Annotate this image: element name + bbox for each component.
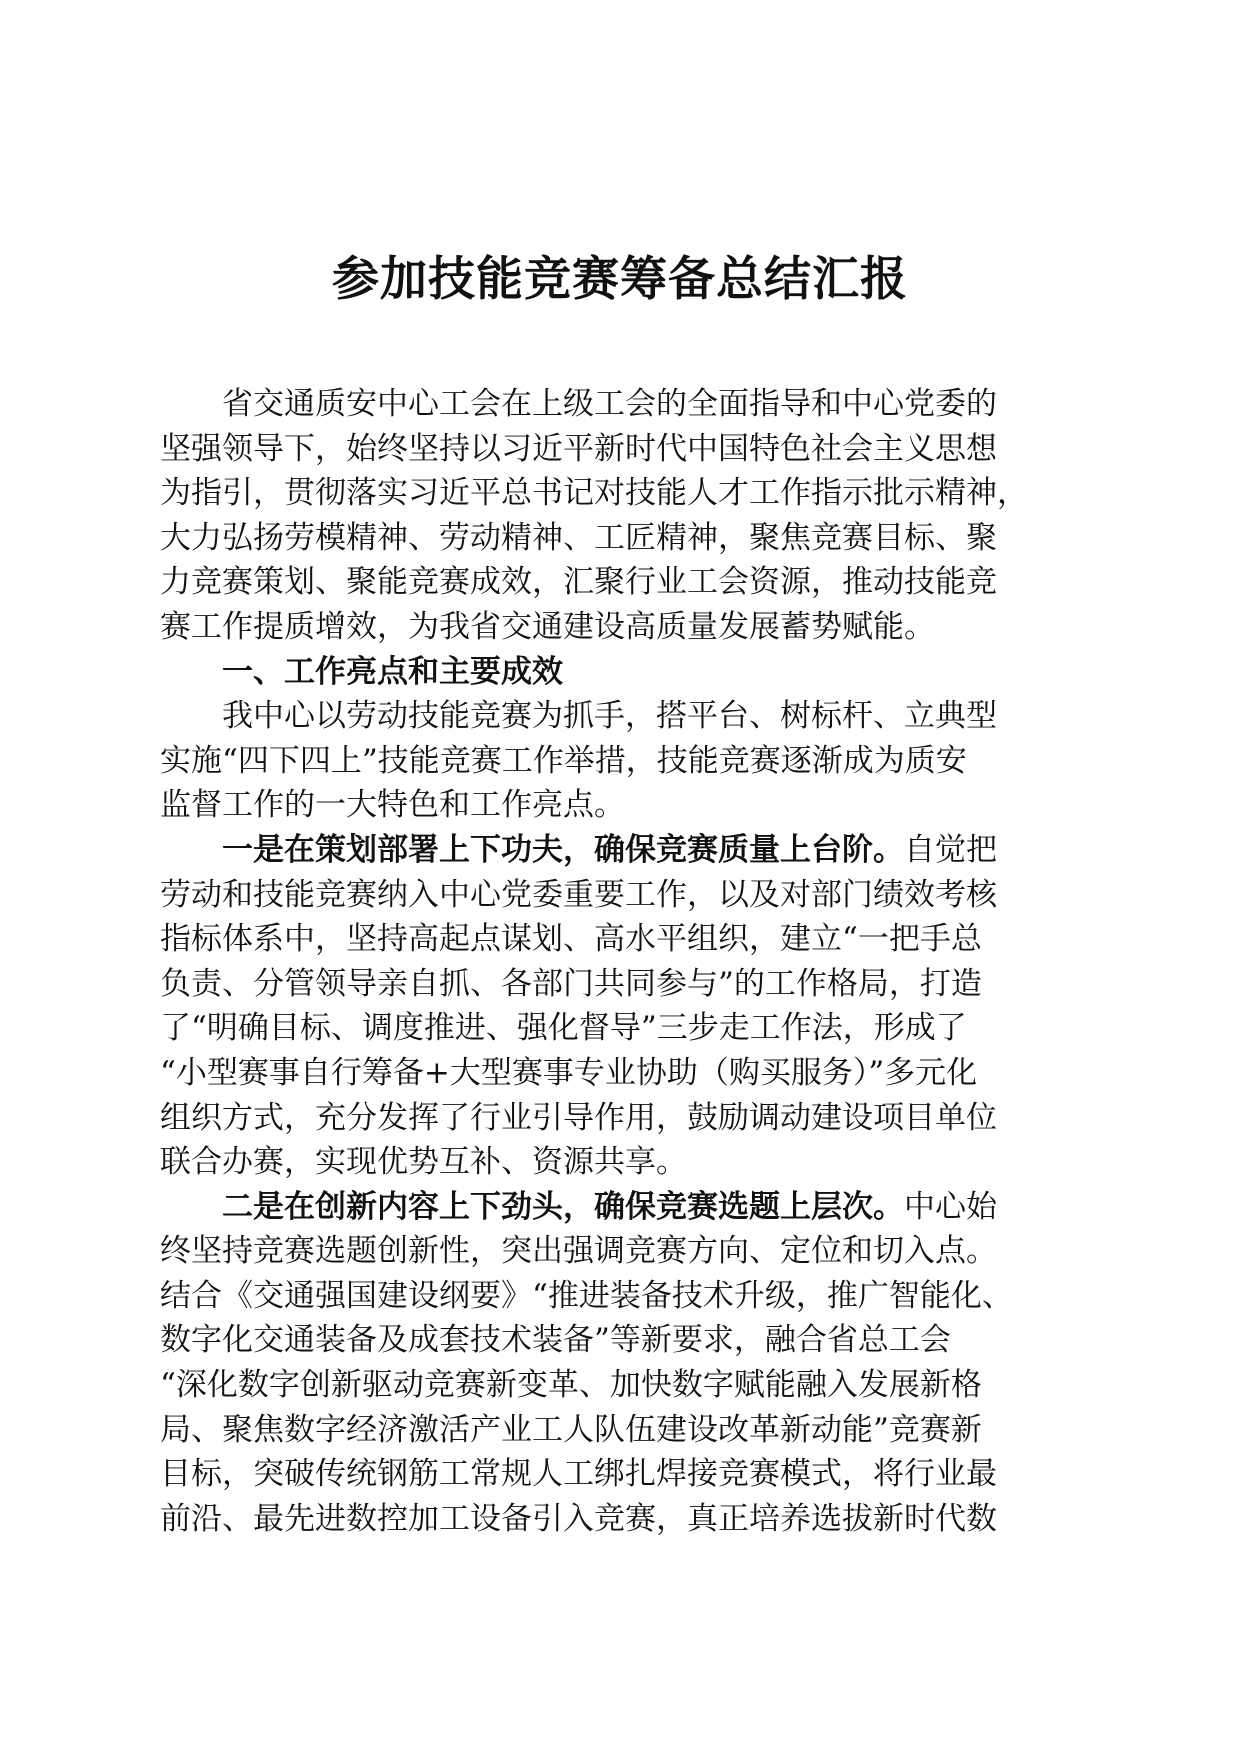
text-line: 二是在创新内容上下劲头，确保竞赛选题上层次。中心始	[222, 1188, 997, 1225]
text-line: 了“明确目标、调度推进、强化督导”三步走工作法，形成了	[160, 1010, 967, 1047]
text-line: 大力弘扬劳模精神、劳动精神、工匠精神，聚焦竞赛目标、聚	[160, 519, 997, 556]
document-title: 参加技能竞赛筹备总结汇报	[332, 252, 908, 307]
text-line: 我中心以劳动技能竞赛为抓手，搭平台、树标杆、立典型	[222, 698, 997, 735]
text-line: 力竞赛策划、聚能竞赛成效，汇聚行业工会资源，推动技能竞	[160, 564, 997, 601]
bold-lead: 一是在策划部署上下功夫，确保竞赛质量上台阶。	[222, 831, 904, 868]
text-line: 为指引，贯彻落实习近平总书记对技能人才工作指示批示精神，	[160, 475, 1028, 512]
text-line: 坚强领导下，始终坚持以习近平新时代中国特色社会主义思想	[160, 430, 997, 467]
text-line: 一是在策划部署上下功夫，确保竞赛质量上台阶。自觉把	[222, 831, 997, 868]
text-line: 前沿、最先进数控加工设备引入竞赛，真正培养选拔新时代数	[160, 1500, 997, 1537]
text-line: 省交通质安中心工会在上级工会的全面指导和中心党委的	[222, 386, 997, 422]
text-line: 终坚持竞赛选题创新性，突出强调竞赛方向、定位和切入点。	[160, 1233, 997, 1270]
text-line: 指标体系中，坚持高起点谋划、高水平组织，建立“一把手总	[160, 921, 982, 958]
text-line: 负责、分管领导亲自抓、各部门共同参与”的工作格局，打造	[160, 965, 982, 1002]
text-line: 实施“四下四上”技能竞赛工作举措，技能竞赛逐渐成为质安	[160, 742, 967, 779]
text-line: 联合办赛，实现优势互补、资源共享。	[160, 1144, 687, 1181]
text-line: 数字化交通装备及成套技术装备”等新要求，融合省总工会	[160, 1322, 951, 1359]
text-line: 监督工作的一大特色和工作亮点。	[160, 787, 625, 824]
text-line: “深化数字创新驱动竞赛新变革、加快数字赋能融入发展新格	[160, 1367, 982, 1404]
text-line: 结合《交通强国建设纲要》“推进装备技术升级，推广智能化、	[160, 1277, 1013, 1314]
bold-lead: 二是在创新内容上下劲头，确保竞赛选题上层次。	[222, 1188, 904, 1225]
text-line: 赛工作提质增效，为我省交通建设高质量发展蓄势赋能。	[160, 608, 935, 645]
document-body	[160, 382, 1090, 1541]
text-line: “小型赛事自行筹备+大型赛事专业协助（购买服务）”多元化	[160, 1054, 978, 1091]
text-line: 局、聚焦数字经济激活产业工人队伍建设改革新动能”竞赛新	[160, 1411, 982, 1448]
section-heading: 一、工作亮点和主要成效	[222, 653, 563, 690]
text-line: 劳动和技能竞赛纳入中心党委重要工作，以及对部门绩效考核	[160, 876, 997, 913]
text-line: 组织方式，充分发挥了行业引导作用，鼓励调动建设项目单位	[160, 1099, 997, 1136]
text-line: 目标，突破传统钢筋工常规人工绑扎焊接竞赛模式，将行业最	[160, 1456, 997, 1493]
